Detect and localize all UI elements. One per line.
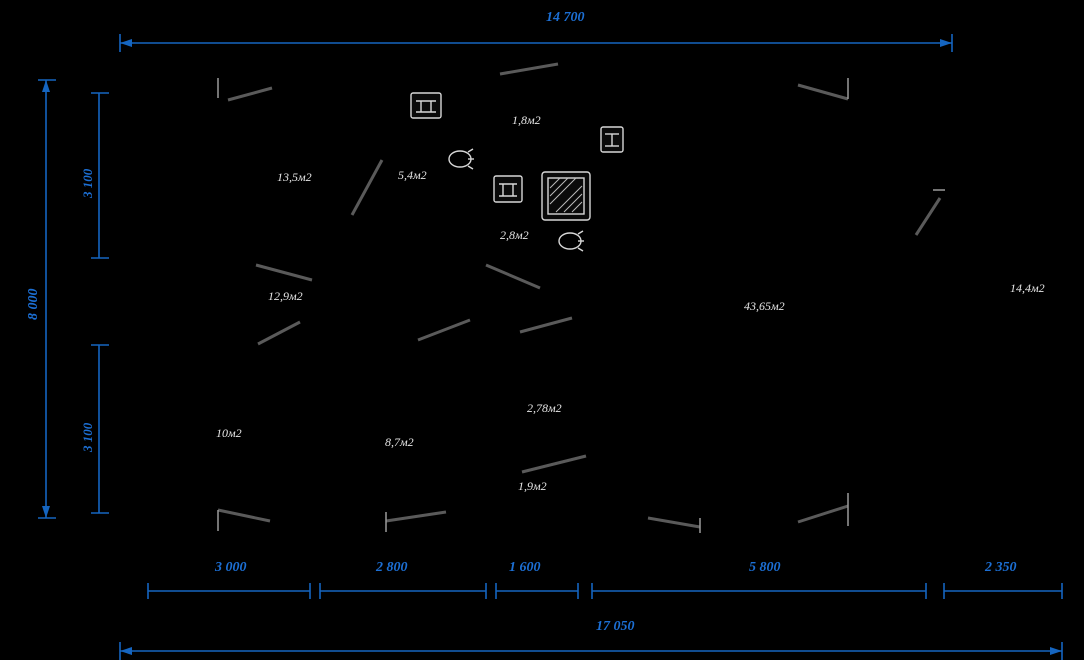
dim-left-upper: 3 100 <box>80 168 95 198</box>
dim-left-lower: 3 100 <box>80 422 95 452</box>
room-area-label: 2,78м2 <box>527 401 562 415</box>
wall-segments <box>218 64 945 533</box>
dimension-lines <box>38 34 1062 660</box>
fixture-radiator-upper <box>449 149 474 169</box>
fixture-washbasin <box>494 176 522 202</box>
room-area-label: 8,7м2 <box>385 435 414 449</box>
dim-bottom-1: 3 000 <box>215 560 247 575</box>
dim-bottom-overall: 17 050 <box>596 619 635 634</box>
dim-top-overall: 14 700 <box>546 10 585 25</box>
room-area-label: 10м2 <box>216 426 242 440</box>
dim-bottom-2: 2 800 <box>376 560 408 575</box>
dim-left-overall: 8 000 <box>26 288 41 320</box>
room-area-label: 14,4м2 <box>1010 281 1045 295</box>
room-area-label: 12,9м2 <box>268 289 303 303</box>
fixture-shower-tray <box>542 172 590 220</box>
dim-bottom-4: 5 800 <box>749 560 781 575</box>
room-area-label: 1,8м2 <box>512 113 541 127</box>
fixture-electrical-panel <box>411 93 441 118</box>
room-area-label: 13,5м2 <box>277 170 312 184</box>
dim-bottom-3: 1 600 <box>509 560 541 575</box>
fixture-electrical-panel-small <box>601 127 623 152</box>
room-area-label: 5,4м2 <box>398 168 427 182</box>
room-area-label: 43,65м2 <box>744 299 785 313</box>
room-area-label: 2,8м2 <box>500 228 529 242</box>
room-area-label: 1,9м2 <box>518 479 547 493</box>
fixture-radiator-lower <box>559 231 584 251</box>
dim-bottom-5: 2 350 <box>985 560 1017 575</box>
